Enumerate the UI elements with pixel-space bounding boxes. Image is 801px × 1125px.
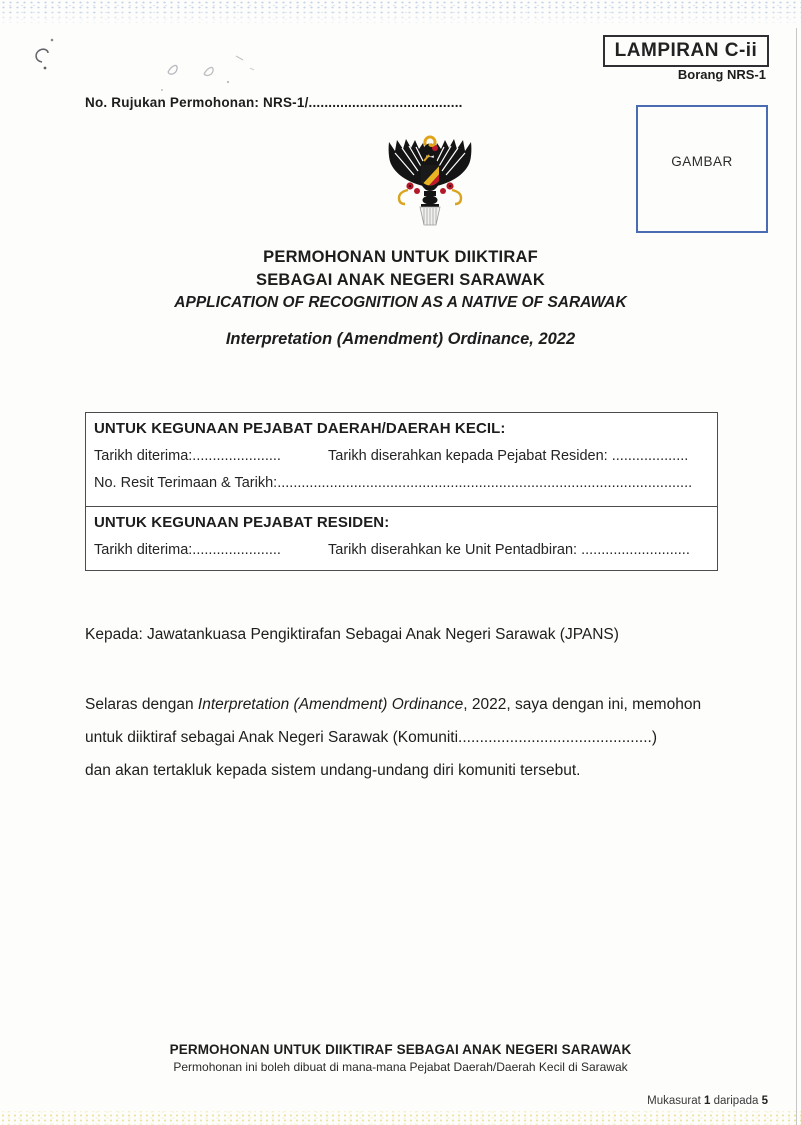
photo-box-label: GAMBAR xyxy=(671,153,733,169)
form-code-label: Borang NRS-1 xyxy=(677,67,766,82)
application-paragraph xyxy=(85,688,725,787)
district-office-heading: UNTUK KEGUNAAN PEJABAT DAERAH/DAERAH KECIL: xyxy=(94,420,506,437)
photo-placeholder-box xyxy=(636,105,768,233)
paragraph-line1 xyxy=(85,688,725,721)
paragraph-line2-community-blank: untuk diiktiraf sebagai Anak Negeri Sarawak (Komuniti.............................................) xyxy=(85,729,658,746)
district-forwarded-resident-field: Tarikh diserahkan kepada Pejabat Residen: ................... xyxy=(328,448,689,464)
district-office-box xyxy=(85,412,718,507)
resident-received-date-field: Tarikh diterima:...................... xyxy=(94,541,281,558)
page-number-current: 1 xyxy=(704,1095,711,1107)
sarawak-state-crest-icon xyxy=(383,134,477,229)
paragraph-line1-suffix: , 2022, saya dengan ini, memohon xyxy=(463,696,702,713)
title-ordinance-line: Interpretation (Amendment) Ordinance, 2022 xyxy=(225,330,576,348)
district-office-row1 xyxy=(86,448,717,464)
office-use-section xyxy=(85,412,718,571)
paragraph-line3: dan akan tertakluk kepada sistem undang-undang diri komuniti tersebut. xyxy=(85,762,581,779)
title-block xyxy=(0,246,801,314)
district-received-date-field: Tarikh diterima:...................... xyxy=(94,448,281,464)
title-malay-line2: SEBAGAI ANAK NEGERI SARAWAK xyxy=(256,271,545,289)
footer-subtitle: Permohonan ini boleh dibuat di mana-mana Pejabat Daerah/Daerah Kecil di Sarawak xyxy=(173,1060,628,1074)
page-number-prefix: Mukasurat xyxy=(647,1095,701,1107)
page-number xyxy=(647,1095,768,1107)
title-malay-line1: PERMOHONAN UNTUK DIIKTIRAF xyxy=(263,248,538,266)
scan-noise-bottom-band xyxy=(0,1111,801,1125)
resident-office-box xyxy=(85,506,718,571)
resident-office-heading: UNTUK KEGUNAAN PEJABAT RESIDEN: xyxy=(94,513,390,531)
title-english-line: APPLICATION OF RECOGNITION AS A NATIVE OF SARAWAK xyxy=(174,294,627,311)
paragraph-ordinance-name: Interpretation (Amendment) Ordinance xyxy=(197,696,464,713)
scan-edge-line xyxy=(796,28,797,1125)
resident-forwarded-admin-field: Tarikh diserahkan ke Unit Pentadbiran: ........................... xyxy=(328,541,690,558)
footer-title: PERMOHONAN UNTUK DIIKTIRAF SEBAGAI ANAK NEGERI SARAWAK xyxy=(169,1042,632,1057)
application-reference-line: No. Rujukan Permohonan: NRS-1/....................................... xyxy=(85,95,463,110)
lampiran-label-box xyxy=(603,35,769,67)
district-receipt-field: No. Resit Terimaan & Tarikh:....................................................................................................... xyxy=(94,475,693,491)
pen-mark-smudges xyxy=(28,38,328,93)
resident-office-row1 xyxy=(86,542,717,570)
scan-noise-top-band xyxy=(0,0,801,26)
page-number-infix: daripada xyxy=(713,1095,759,1107)
paragraph-line1-prefix: Selaras dengan xyxy=(85,696,198,713)
page-number-total: 5 xyxy=(761,1095,768,1107)
lampiran-label: LAMPIRAN C-ii xyxy=(614,40,758,61)
addressee-line: Kepada: Jawatankuasa Pengiktirafan Sebagai Anak Negeri Sarawak (JPANS) xyxy=(85,626,619,643)
